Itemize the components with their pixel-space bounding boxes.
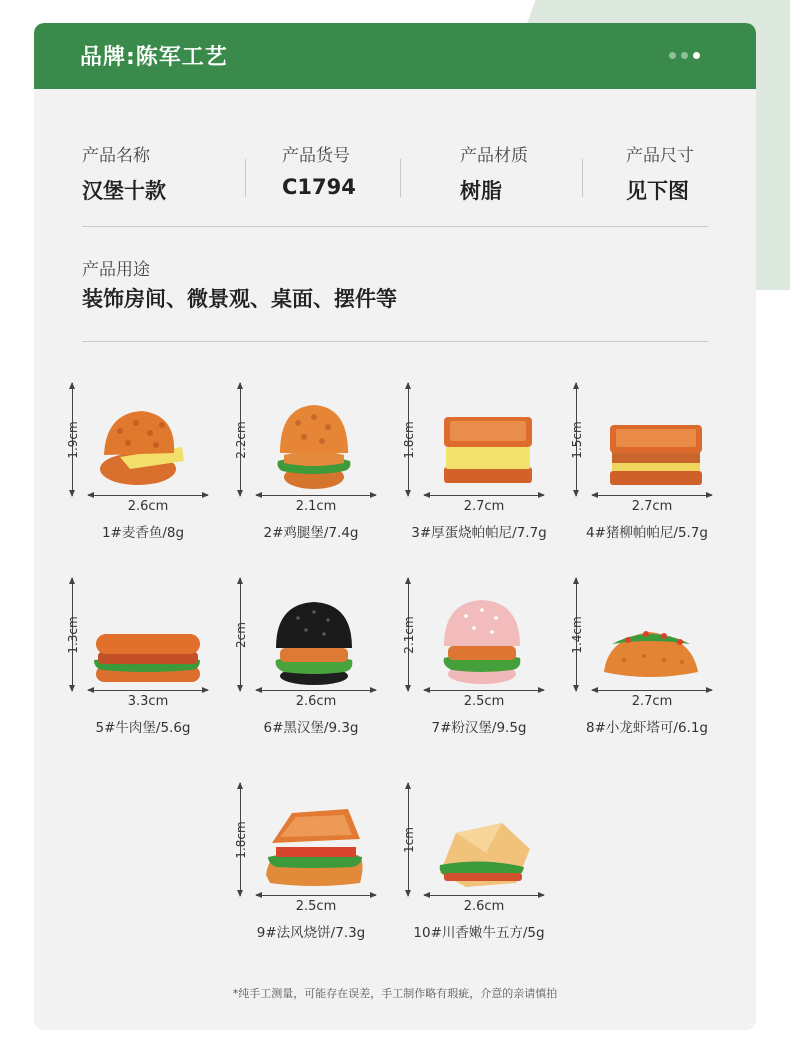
divider xyxy=(400,159,401,197)
width-label: 2.7cm xyxy=(631,694,673,709)
crayfish-taco-icon xyxy=(594,598,706,686)
width-label: 2.5cm xyxy=(463,694,505,709)
product-name: 2#鸡腿堡/7.4g xyxy=(263,525,359,541)
spec-name xyxy=(82,141,166,205)
height-label: 1.3cm xyxy=(66,616,80,654)
width-dimension-line xyxy=(424,495,544,496)
section-divider xyxy=(82,226,708,227)
dot-1 xyxy=(669,52,676,59)
pagination-dots xyxy=(669,52,700,59)
product-item-2 xyxy=(236,383,386,543)
product-name: 6#黑汉堡/9.3g xyxy=(263,720,359,736)
height-label: 1.9cm xyxy=(66,421,80,459)
width-dimension-line xyxy=(256,895,376,896)
width-dimension-line xyxy=(256,690,376,691)
height-label: 1cm xyxy=(402,827,416,853)
spec-value: 树脂 xyxy=(460,179,502,203)
usage-value: 装饰房间、微景观、桌面、摆件等 xyxy=(82,287,397,311)
width-dimension-line xyxy=(88,495,208,496)
section-divider xyxy=(82,341,708,342)
beef-wrap-icon xyxy=(426,803,538,891)
width-label: 2.7cm xyxy=(631,499,673,514)
spec-label: 产品材质 xyxy=(460,146,528,166)
beef-roll-icon xyxy=(90,598,202,686)
spec-label: 产品货号 xyxy=(282,146,350,166)
width-label: 3.3cm xyxy=(127,694,169,709)
pink-burger-icon xyxy=(426,598,538,686)
product-name: 9#法风烧饼/7.3g xyxy=(256,925,366,941)
spec-value: 汉堡十款 xyxy=(82,179,166,203)
height-label: 2.2cm xyxy=(234,421,248,459)
width-dimension-line xyxy=(256,495,376,496)
width-dimension-line xyxy=(424,690,544,691)
product-item-8 xyxy=(572,578,722,738)
width-dimension-line xyxy=(592,690,712,691)
dot-3-active xyxy=(693,52,700,59)
footnote: *纯手工测量，可能存在误差，手工制作略有瑕疵，介意的亲请慎拍 xyxy=(232,987,558,1000)
product-item-10 xyxy=(404,783,554,943)
dot-2 xyxy=(681,52,688,59)
width-label: 2.6cm xyxy=(463,899,505,914)
product-name: 7#粉汉堡/9.5g xyxy=(431,720,527,736)
width-dimension-line xyxy=(88,690,208,691)
width-label: 2.5cm xyxy=(295,899,337,914)
french-pastry-icon xyxy=(258,803,370,891)
spec-material xyxy=(460,141,528,205)
pork-panini-icon xyxy=(594,403,706,491)
product-name: 5#牛肉堡/5.6g xyxy=(95,720,191,736)
width-dimension-line xyxy=(592,495,712,496)
height-label: 2cm xyxy=(234,622,248,648)
height-label: 1.8cm xyxy=(234,821,248,859)
divider xyxy=(582,159,583,197)
product-item-7 xyxy=(404,578,554,738)
height-label: 1.8cm xyxy=(402,421,416,459)
width-label: 2.6cm xyxy=(295,694,337,709)
fish-burger-icon xyxy=(90,403,202,491)
product-name: 8#小龙虾塔可/6.1g xyxy=(586,720,708,736)
spec-code xyxy=(282,141,356,199)
width-dimension-line xyxy=(424,895,544,896)
width-label: 2.6cm xyxy=(127,499,169,514)
product-name: 4#猪柳帕帕尼/5.7g xyxy=(586,525,708,541)
black-burger-icon xyxy=(258,598,370,686)
height-label: 1.5cm xyxy=(570,421,584,459)
width-label: 2.1cm xyxy=(295,499,337,514)
product-name: 10#川香嫩牛五方/5g xyxy=(413,925,545,941)
spec-label: 产品尺寸 xyxy=(626,146,694,166)
product-item-4 xyxy=(572,383,722,543)
egg-panini-icon xyxy=(426,403,538,491)
product-item-3 xyxy=(404,383,554,543)
product-item-1 xyxy=(68,383,218,543)
width-label: 2.7cm xyxy=(463,499,505,514)
usage-label: 产品用途 xyxy=(82,260,150,280)
spec-value: 见下图 xyxy=(626,179,689,203)
header-bar xyxy=(34,23,756,89)
product-item-9 xyxy=(236,783,386,943)
height-label: 2.1cm xyxy=(402,616,416,654)
product-item-5 xyxy=(68,578,218,738)
spec-value: C1794 xyxy=(282,175,356,199)
product-name: 3#厚蛋烧帕帕尼/7.7g xyxy=(411,525,547,541)
chicken-burger-icon xyxy=(258,403,370,491)
product-item-6 xyxy=(236,578,386,738)
brand-title: 品牌:陈军工艺 xyxy=(80,45,228,70)
spec-label: 产品名称 xyxy=(82,146,150,166)
divider xyxy=(245,159,246,197)
product-card xyxy=(34,23,756,1030)
product-name: 1#麦香鱼/8g xyxy=(101,525,185,541)
height-label: 1.4cm xyxy=(570,616,584,654)
spec-size xyxy=(626,141,694,205)
